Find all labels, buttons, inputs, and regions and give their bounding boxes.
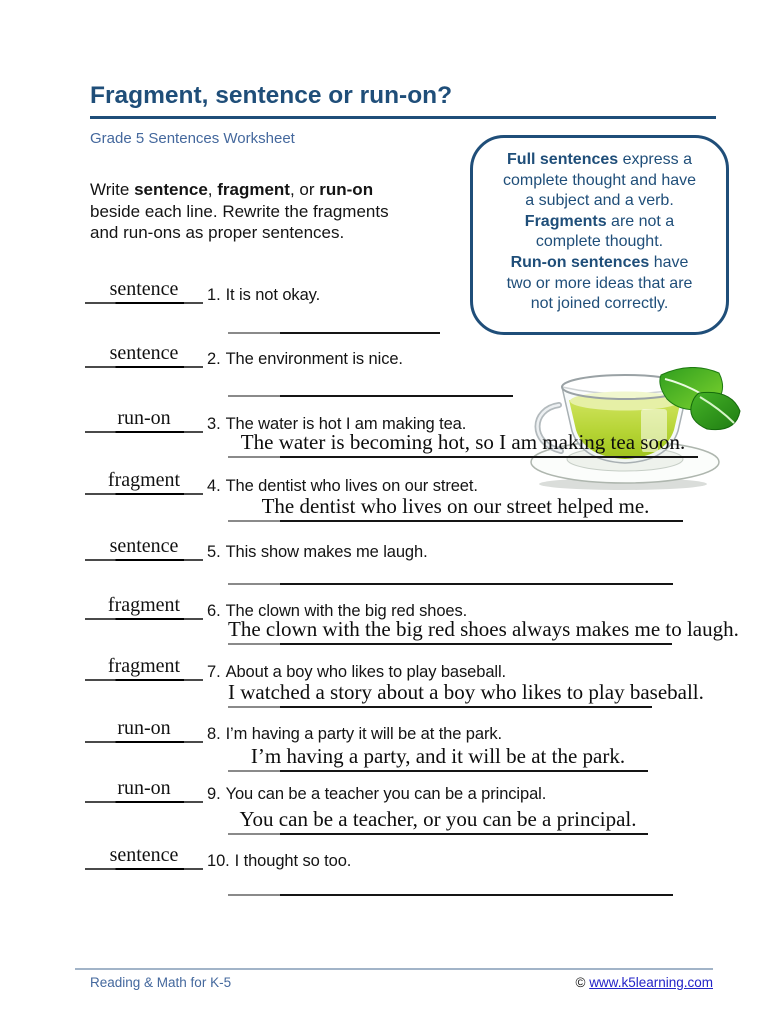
item-sentence-text: This show makes me laugh. xyxy=(225,543,428,561)
worksheet-subtitle: Grade 5 Sentences Worksheet xyxy=(90,130,295,147)
page-title: Fragment, sentence or run-on? xyxy=(90,82,453,109)
item-number: 2. xyxy=(207,350,221,368)
text-line: two or more ideas that are xyxy=(506,274,693,292)
answer-blank xyxy=(85,773,203,803)
item-sentence-text: The environment is nice. xyxy=(225,350,403,368)
rewrite-line xyxy=(228,742,648,772)
item-sentence-text: About a boy who likes to play baseball. xyxy=(225,663,507,681)
text-line: beside each line. Rewrite the fragments xyxy=(90,201,389,221)
answer-blank xyxy=(85,840,203,870)
item-sentence-text: I thought so too. xyxy=(234,852,352,870)
answer-blank xyxy=(85,590,203,620)
rewrite-text: I watched a story about a boy who likes to play baseball. xyxy=(228,680,704,704)
item-number: 8. xyxy=(207,725,221,743)
text-line: Write sentence, fragment, or run-on xyxy=(90,180,374,199)
item-sentence xyxy=(207,286,320,305)
rewrite-line xyxy=(228,805,648,835)
answer-text: sentence xyxy=(109,278,179,300)
answer-text: run-on xyxy=(117,407,171,429)
item-number: 3. xyxy=(207,415,221,433)
item-number: 10. xyxy=(207,852,230,870)
rewrite-line xyxy=(228,615,739,645)
rewrite-text: The water is becoming hot, so I am making tea soon. xyxy=(240,430,686,454)
k5learning-link[interactable]: www.k5learning.com xyxy=(589,975,713,990)
item-number: 9. xyxy=(207,785,221,803)
text-line: Full sentences express a xyxy=(507,151,692,168)
worksheet-item xyxy=(85,469,745,537)
answer-blank xyxy=(85,338,203,368)
answer-blank xyxy=(85,465,203,495)
rewrite-line xyxy=(228,428,698,458)
answer-blank xyxy=(85,651,203,681)
rewrite-text: The dentist who lives on our street helped me. xyxy=(261,494,650,518)
text-line: not joined correctly. xyxy=(530,295,669,313)
rewrite-text: I’m having a party, and it will be at the park. xyxy=(250,744,626,768)
answer-text: sentence xyxy=(109,535,179,557)
rewrite-line xyxy=(228,367,513,397)
item-sentence-text: It is not okay. xyxy=(225,286,321,304)
item-sentence xyxy=(207,785,546,804)
answer-blank xyxy=(85,713,203,743)
worksheet-item xyxy=(85,777,745,845)
answer-blank xyxy=(85,274,203,304)
item-sentence-text: The water is hot I am making tea. xyxy=(225,415,467,433)
text-line: complete thought. xyxy=(535,233,664,251)
rewrite-line xyxy=(228,304,440,334)
item-sentence-text: The clown with the big red shoes. xyxy=(225,602,468,620)
worksheet-items xyxy=(85,0,745,1024)
rewrite-line xyxy=(228,866,673,896)
rewrite-line xyxy=(228,678,704,708)
item-number: 5. xyxy=(207,543,221,561)
item-number: 6. xyxy=(207,602,221,620)
text-line: Run-on sentences have xyxy=(510,253,689,271)
item-sentence-text: I’m having a party it will be at the park. xyxy=(225,725,502,743)
answer-blank xyxy=(85,403,203,433)
answer-blank xyxy=(85,531,203,561)
answer-text: fragment xyxy=(107,655,181,677)
item-sentence-text: The dentist who lives on our street. xyxy=(225,477,478,495)
text-line: complete thought and have xyxy=(502,171,697,189)
worksheet-item xyxy=(85,342,745,410)
rewrite-text: You can be a teacher, or you can be a principal. xyxy=(239,807,637,831)
answer-text: run-on xyxy=(117,717,171,739)
item-number: 4. xyxy=(207,477,221,495)
answer-text: sentence xyxy=(109,342,179,364)
item-number: 1. xyxy=(207,286,221,304)
item-sentence-text: You can be a teacher you can be a principal. xyxy=(225,785,547,803)
answer-text: sentence xyxy=(109,844,179,866)
answer-text: fragment xyxy=(107,594,181,616)
answer-text: fragment xyxy=(107,469,181,491)
worksheet-item xyxy=(85,844,745,912)
footer-left-text: Reading & Math for K-5 xyxy=(90,975,232,990)
item-number: 7. xyxy=(207,663,221,681)
rewrite-line xyxy=(228,555,673,585)
text-line: a subject and a verb. xyxy=(525,192,674,210)
rewrite-line xyxy=(228,492,683,522)
copyright-symbol: © xyxy=(575,975,590,990)
text-line: and run-ons as proper sentences. xyxy=(90,223,345,242)
answer-text: run-on xyxy=(117,777,171,799)
text-line: Fragments are not a xyxy=(524,212,675,230)
rewrite-text: The clown with the big red shoes always makes me to laugh. xyxy=(228,617,739,641)
